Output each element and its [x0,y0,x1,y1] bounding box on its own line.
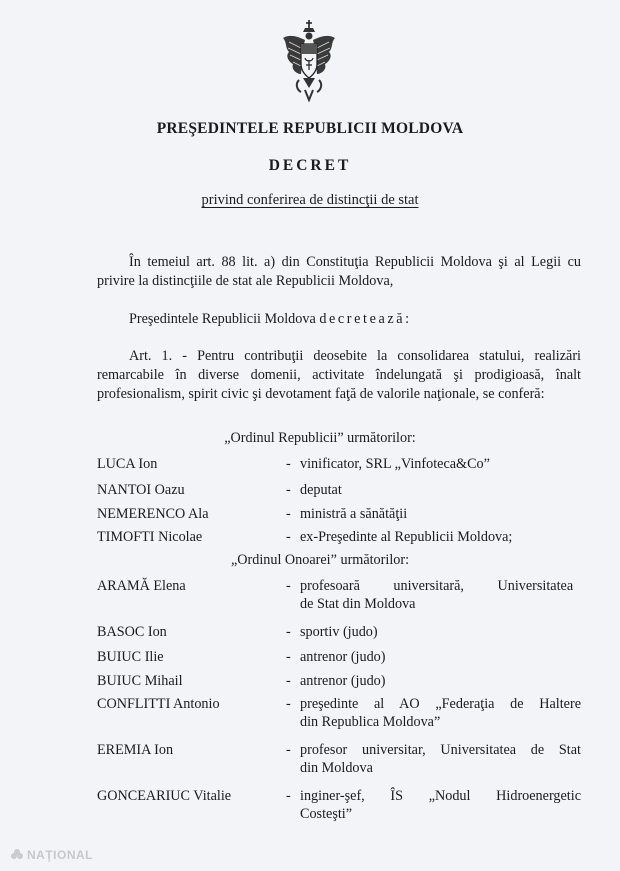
recipient-name: BUIUC Ilie [97,649,164,665]
dash-separator: - [286,673,291,689]
legal-basis-paragraph: În temeiul art. 88 lit. a) din Constituţia Republicii Moldova şi al Legii cu privire la distincţiile de stat ale Republicii Moldova, [97,254,581,289]
description-line-2: de Stat din Moldova [300,596,416,612]
description-line-1: profesor universitar, Universitatea de Stat [300,742,581,758]
dash-separator: - [286,624,291,640]
recipient-name: NANTOI Oazu [97,482,185,498]
dash-separator: - [286,482,291,498]
decree-formula-subject: Preşedintele Republicii Moldova [129,311,320,327]
recipient-name: GONCEARIUC Vitalie [97,788,232,804]
recipient-name: BASOC Ion [97,624,167,640]
dash-separator: - [286,742,291,758]
issuing-authority-title: PREŞEDINTELE REPUBLICII MOLDOVA [156,120,464,137]
recipient-description [300,695,581,731]
dash-separator: - [286,456,291,472]
recipient-name: CONFLITTI Antonio [97,696,220,712]
watermark-text: NAŢIONAL [27,848,93,862]
recipient-name: EREMIA Ion [97,742,174,758]
recipient-description: ministră a sănătăţii [300,506,408,522]
document-type-heading: DECRET [268,157,352,174]
watermark-logo [10,848,93,862]
recipient-name: TIMOFTI Nicolae [97,529,203,545]
description-line-2: din Moldova [300,760,373,776]
flower-icon [10,848,24,862]
decree-subject [0,192,620,209]
recipient-name: NEMERENCO Ala [97,506,209,522]
dash-separator: - [286,506,291,522]
dash-separator: - [286,649,291,665]
description-line-1: inginer-şef, ÎS „Nodul Hidroenergetic [300,788,581,804]
dash-separator: - [286,529,291,545]
recipient-description [300,577,581,613]
description-line-2: Costeşti” [300,806,353,822]
decree-formula-verb: decretează: [319,311,412,327]
description-text: profesoară universitară, Universitatea [300,578,574,594]
recipient-description: deputat [300,482,342,498]
recipient-description [300,787,581,823]
description-line-1: preşedinte al AO „Federaţia de Haltere [300,696,581,712]
recipient-description: ex-Preşedinte al Republicii Moldova; [300,529,513,545]
recipient-description: sportiv (judo) [300,624,378,640]
dash-separator: - [286,788,291,804]
dash-separator: - [286,578,291,594]
dash-separator: - [286,696,291,712]
description-line-1 [300,577,581,595]
decree-subject-text: privind conferirea de distincţii de stat [201,192,419,208]
recipient-description [300,741,581,777]
description-line-2: din Republica Moldova” [300,714,441,730]
order-heading: „Ordinul Republicii” următorilor: [224,430,416,446]
order-heading: „Ordinul Onoarei” următorilor: [230,552,410,568]
decree-formula-paragraph [97,310,581,329]
recipient-description: vinificator, SRL „Vinfoteca&Co” [300,456,490,472]
coat-of-arms-emblem [279,18,339,102]
recipient-name: ARAMĂ Elena [97,578,186,594]
recipient-name: LUCA Ion [97,456,158,472]
recipient-description: antrenor (judo) [300,673,386,689]
recipient-name: BUIUC Mihail [97,673,183,689]
article-1-paragraph: Art. 1. - Pentru contribuţii deosebite la consolidarea statului, realizări remarcabile în diverse domenii, activitate îndelungată şi prodigioasă, înalt profesionalism, spirit civic şi devotament faţă de valorile naţionale, se conferă: [97,348,581,402]
recipient-description: antrenor (judo) [300,649,386,665]
